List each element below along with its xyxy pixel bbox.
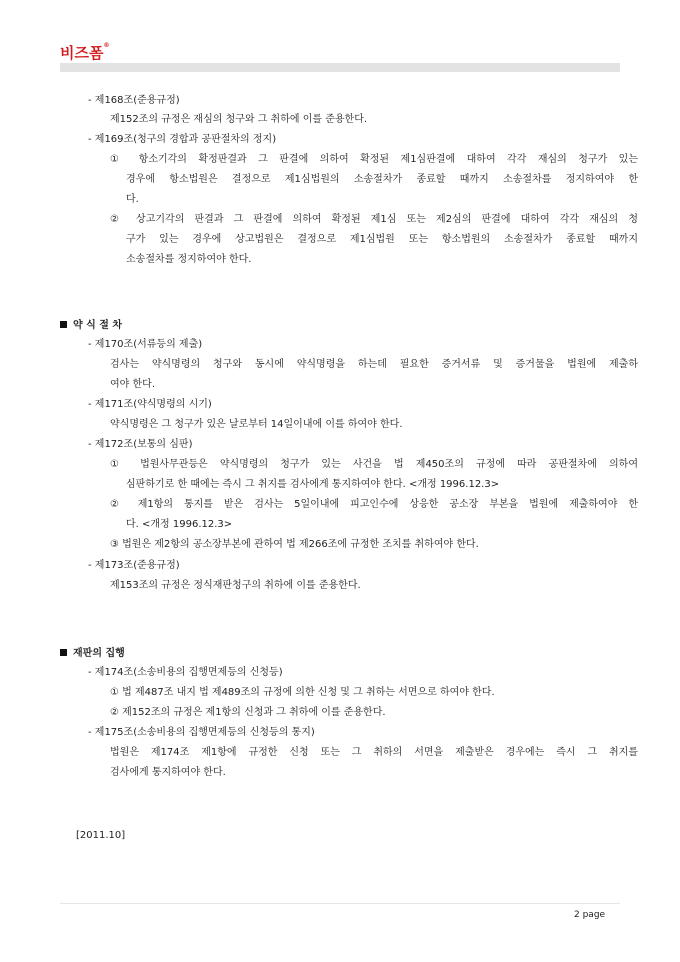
article-168-body: 제152조의 규정은 재심의 청구와 그 취하에 이를 준용한다. — [110, 114, 368, 125]
article-169-clause-2-end: 소송절차를 정지하여야 한다. — [126, 254, 252, 265]
page-number: 2 page — [574, 910, 606, 920]
article-169-clause-1-end: 다. — [126, 194, 139, 205]
article-172-clause-3: ③ 법원은 제2항의 공소장부본에 관하여 법 제266조에 규정한 조치를 취하여야 한다. — [110, 539, 479, 550]
article-172-heading: - 제172조(보통의 심판) — [88, 439, 193, 450]
article-171-body: 약식명령은 그 청구가 있은 날로부터 14일이내에 이를 하여야 한다. — [110, 419, 403, 430]
article-172-clause-2: ② 제1항의 통지를 받은 검사는 5일이내에 피고인수에 상응한 공소장 부본을 법원에 제출하여야 한 — [110, 499, 638, 510]
article-169-clause-1-cont: 경우에 항소법원은 결정으로 제1심법원의 소송절차가 종료할 때까지 소송절차를 정지하여야 한 — [126, 174, 638, 185]
article-170-body-cont: 여야 한다. — [110, 379, 155, 390]
square-bullet-icon — [60, 321, 67, 328]
section-title-execution: 재판의 집행 — [60, 648, 125, 660]
square-bullet-icon — [60, 649, 67, 656]
article-175-body-cont: 검사에게 통지하여야 한다. — [110, 767, 226, 778]
article-173-body: 제153조의 규정은 정식재판청구의 취하에 이를 준용한다. — [110, 580, 361, 591]
section-title-summary-procedure: 약 식 절 차 — [60, 320, 122, 332]
article-169-clause-1: ① 항소기각의 확정판결과 그 판결에 의하여 확정된 제1심판결에 대하여 각각 재심의 청구가 있는 — [110, 154, 638, 165]
article-171-heading: - 제171조(약식명령의 시기) — [88, 399, 212, 410]
bizform-logo: 비즈폼® — [60, 42, 110, 62]
article-175-heading: - 제175조(소송비용의 집행면제등의 신청등의 통지) — [88, 727, 315, 738]
article-172-clause-1-cont: 심판하기로 한 때에는 즉시 그 취지를 검사에게 통지하여야 한다. <개정 1996.12.3> — [126, 479, 500, 490]
article-174-heading: - 제174조(소송비용의 집행면제등의 신청등) — [88, 667, 283, 678]
article-174-clause-2: ② 제152조의 규정은 제1항의 신청과 그 취하에 이를 준용한다. — [110, 707, 386, 718]
article-170-body: 검사는 약식명령의 청구와 동시에 약식명령을 하는데 필요한 증거서류 및 증거물을 법원에 제출하 — [110, 359, 638, 370]
article-174-clause-1: ① 법 제487조 내지 법 제489조의 규정에 의한 신청 및 그 취하는 서면으로 하여야 한다. — [110, 687, 495, 698]
article-172-clause-1: ① 법원사무관등은 약식명령의 청구가 있는 사건을 법 제450조의 규정에 따라 공판절차에 의하여 — [110, 459, 638, 470]
article-169-clause-2: ② 상고기각의 판결과 그 판결에 의하여 확정된 제1심 또는 제2심의 판결에 대하여 각각 재심의 청 — [110, 214, 638, 225]
footer-divider — [60, 903, 620, 904]
document-date: [2011.10] — [76, 830, 126, 841]
article-169-clause-2-cont: 구가 있는 경우에 상고법원은 결정으로 제1심법원 또는 항소법원의 소송절차가 종료할 때까지 — [126, 234, 638, 245]
article-170-heading: - 제170조(서류등의 제출) — [88, 339, 203, 350]
header-bar — [60, 63, 620, 72]
article-169-heading: - 제169조(청구의 경합과 공판절차의 정지) — [88, 134, 277, 145]
article-168-heading: - 제168조(준용규정) — [88, 95, 180, 106]
article-175-body: 법원은 제174조 제1항에 규정한 신청 또는 그 취하의 서면을 제출받은 경우에는 즉시 그 취지를 — [110, 747, 638, 758]
article-172-clause-2-cont: 다. <개정 1996.12.3> — [126, 519, 233, 530]
article-173-heading: - 제173조(준용규정) — [88, 560, 180, 571]
